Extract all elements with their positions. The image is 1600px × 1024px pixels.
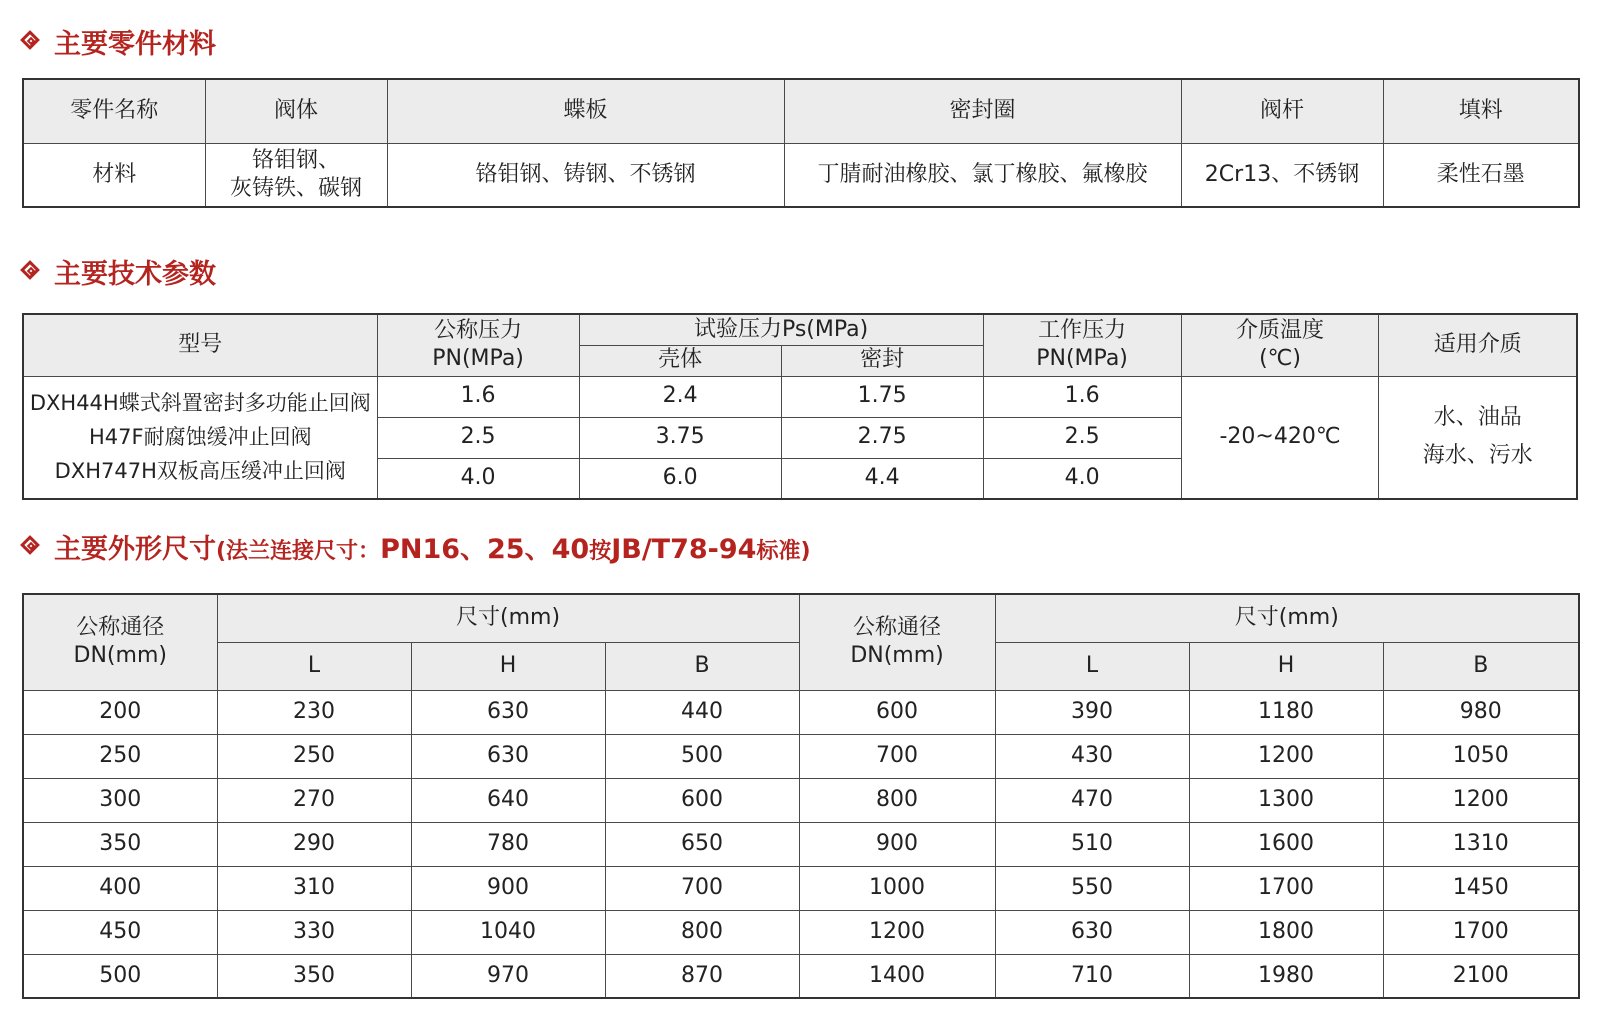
medium-line: 海水、污水	[1422, 443, 1533, 469]
header-seal: 密封	[781, 345, 983, 376]
cell-h2: 1200	[1189, 734, 1383, 778]
cell-b2: 2100	[1383, 954, 1579, 998]
section-title-materials	[20, 22, 216, 61]
model-name: DXH44H蝶式斜置密封多功能止回阀	[29, 391, 371, 416]
subtitle-part: 按	[589, 539, 612, 564]
cell-dn: 250	[23, 734, 217, 778]
cell-l2: 630	[995, 910, 1189, 954]
cell-work: 1.6	[983, 376, 1181, 417]
header-line: PN(MPa)	[1036, 346, 1128, 372]
section-title-text: 主要外形尺寸	[54, 534, 216, 565]
packing-material-cell: 柔性石墨	[1383, 143, 1579, 207]
table-row	[23, 910, 1579, 954]
header-cell: 阀杆	[1181, 79, 1383, 143]
model-list-cell	[23, 376, 377, 499]
cell-l2: 470	[995, 778, 1189, 822]
dims-body	[23, 690, 1579, 998]
cell-temperature: -20~420℃	[1181, 376, 1379, 499]
cell-h: 900	[411, 866, 605, 910]
header-line: DN(mm)	[73, 643, 167, 669]
subtitle-part: 标准)	[756, 539, 811, 564]
header-shell: 壳体	[579, 345, 781, 376]
header-B: B	[1383, 642, 1579, 690]
cell-l: 310	[217, 866, 411, 910]
row-label: 材料	[23, 143, 205, 207]
cell-b: 600	[605, 778, 799, 822]
cell-dn2: 600	[799, 690, 995, 734]
cell-b2: 1310	[1383, 822, 1579, 866]
header-nominal-pressure	[377, 314, 579, 376]
cell-line: 铬钼钢、	[251, 147, 340, 173]
table-header-row	[23, 594, 1579, 642]
cell-nominal: 1.6	[377, 376, 579, 417]
cell-h: 1040	[411, 910, 605, 954]
cell-b2: 1050	[1383, 734, 1579, 778]
table-row	[23, 866, 1579, 910]
medium-line: 水、油品	[1433, 405, 1522, 431]
header-test-pressure: 试验压力Ps(MPa)	[579, 314, 983, 345]
cell-b: 800	[605, 910, 799, 954]
header-nominal-diameter	[23, 594, 217, 690]
header-cell: 填料	[1383, 79, 1579, 143]
section-title-text: 主要零件材料	[54, 29, 216, 60]
cell-l2: 510	[995, 822, 1189, 866]
cell-b2: 1200	[1383, 778, 1579, 822]
cell-h: 780	[411, 822, 605, 866]
section-title-dimensions	[20, 527, 811, 566]
header-line: PN(MPa)	[432, 346, 524, 372]
seal-material-cell: 丁腈耐油橡胶、氯丁橡胶、氟橡胶	[784, 143, 1181, 207]
cell-dn: 350	[23, 822, 217, 866]
header-H: H	[1189, 642, 1383, 690]
header-L: L	[217, 642, 411, 690]
subtitle-part: JB/T78-94	[611, 534, 757, 565]
header-size: 尺寸(mm)	[995, 594, 1579, 642]
cell-shell: 6.0	[579, 458, 781, 499]
header-medium-temp	[1181, 314, 1379, 376]
cell-dn: 200	[23, 690, 217, 734]
table-row	[23, 734, 1579, 778]
stem-material-cell: 2Cr13、不锈钢	[1181, 143, 1383, 207]
subtitle-part: (法兰连接尺寸：	[216, 539, 381, 564]
cell-l: 230	[217, 690, 411, 734]
cell-nominal: 4.0	[377, 458, 579, 499]
header-cell: 阀体	[205, 79, 387, 143]
materials-table	[22, 78, 1580, 208]
cell-h2: 1800	[1189, 910, 1383, 954]
cell-l: 290	[217, 822, 411, 866]
cell-work: 4.0	[983, 458, 1181, 499]
header-line: 工作压力	[1038, 318, 1127, 344]
cell-b2: 1450	[1383, 866, 1579, 910]
cell-dn: 450	[23, 910, 217, 954]
cell-l: 330	[217, 910, 411, 954]
header-medium: 适用介质	[1379, 314, 1577, 376]
section-title-tech	[20, 252, 216, 291]
section-title-text: 主要技术参数	[54, 259, 216, 290]
table-row	[23, 822, 1579, 866]
header-L: L	[995, 642, 1189, 690]
cell-nominal: 2.5	[377, 417, 579, 458]
table-row	[23, 778, 1579, 822]
diamond-bullet-icon	[20, 30, 44, 54]
cell-b: 870	[605, 954, 799, 998]
cell-h2: 1300	[1189, 778, 1383, 822]
cell-h2: 1600	[1189, 822, 1383, 866]
cell-h: 970	[411, 954, 605, 998]
cell-b: 650	[605, 822, 799, 866]
cell-l2: 430	[995, 734, 1189, 778]
cell-b2: 980	[1383, 690, 1579, 734]
cell-h2: 1980	[1189, 954, 1383, 998]
disc-material-cell: 铬钼钢、铸钢、不锈钢	[387, 143, 784, 207]
model-name: H47F耐腐蚀缓冲止回阀	[88, 425, 312, 450]
cell-h: 640	[411, 778, 605, 822]
cell-b2: 1700	[1383, 910, 1579, 954]
cell-l: 350	[217, 954, 411, 998]
header-line: 公称通径	[853, 615, 942, 641]
cell-h2: 1700	[1189, 866, 1383, 910]
header-cell: 密封圈	[784, 79, 1181, 143]
header-line: 介质温度	[1236, 318, 1325, 344]
section-subtitle	[216, 527, 811, 566]
body-material-cell	[205, 143, 387, 207]
cell-dn: 500	[23, 954, 217, 998]
cell-seal: 4.4	[781, 458, 983, 499]
table-row	[23, 690, 1579, 734]
dimensions-table	[22, 593, 1580, 999]
header-nominal-diameter	[799, 594, 995, 690]
cell-shell: 2.4	[579, 376, 781, 417]
header-line: 公称通径	[76, 615, 165, 641]
cell-dn: 300	[23, 778, 217, 822]
cell-seal: 2.75	[781, 417, 983, 458]
table-row	[23, 376, 1577, 417]
tech-params-table	[22, 313, 1578, 500]
diamond-bullet-icon	[20, 535, 44, 559]
model-name: DXH747H双板高压缓冲止回阀	[54, 459, 346, 484]
diamond-bullet-icon	[20, 260, 44, 284]
cell-l2: 710	[995, 954, 1189, 998]
cell-l: 270	[217, 778, 411, 822]
header-line: (℃)	[1259, 346, 1301, 372]
cell-medium	[1379, 376, 1577, 499]
cell-dn2: 900	[799, 822, 995, 866]
cell-dn2: 700	[799, 734, 995, 778]
table-row	[23, 954, 1579, 998]
cell-line: 灰铸铁、碳钢	[229, 175, 362, 201]
cell-work: 2.5	[983, 417, 1181, 458]
cell-b: 440	[605, 690, 799, 734]
table-row	[23, 143, 1579, 207]
header-working-pressure	[983, 314, 1181, 376]
header-size: 尺寸(mm)	[217, 594, 799, 642]
table-header-row	[23, 79, 1579, 143]
cell-l: 250	[217, 734, 411, 778]
header-cell: 蝶板	[387, 79, 784, 143]
table-header-row	[23, 314, 1577, 345]
cell-l2: 390	[995, 690, 1189, 734]
cell-shell: 3.75	[579, 417, 781, 458]
cell-l2: 550	[995, 866, 1189, 910]
cell-dn: 400	[23, 866, 217, 910]
cell-h: 630	[411, 734, 605, 778]
header-B: B	[605, 642, 799, 690]
header-cell: 零件名称	[23, 79, 205, 143]
header-line: 公称压力	[434, 318, 523, 344]
cell-b: 700	[605, 866, 799, 910]
cell-dn2: 1000	[799, 866, 995, 910]
cell-h: 630	[411, 690, 605, 734]
cell-seal: 1.75	[781, 376, 983, 417]
header-model: 型号	[23, 314, 377, 376]
cell-dn2: 1200	[799, 910, 995, 954]
cell-dn2: 1400	[799, 954, 995, 998]
header-H: H	[411, 642, 605, 690]
cell-b: 500	[605, 734, 799, 778]
cell-dn2: 800	[799, 778, 995, 822]
subtitle-part: PN16、25、40	[380, 534, 590, 565]
header-line: DN(mm)	[850, 643, 944, 669]
cell-h2: 1180	[1189, 690, 1383, 734]
